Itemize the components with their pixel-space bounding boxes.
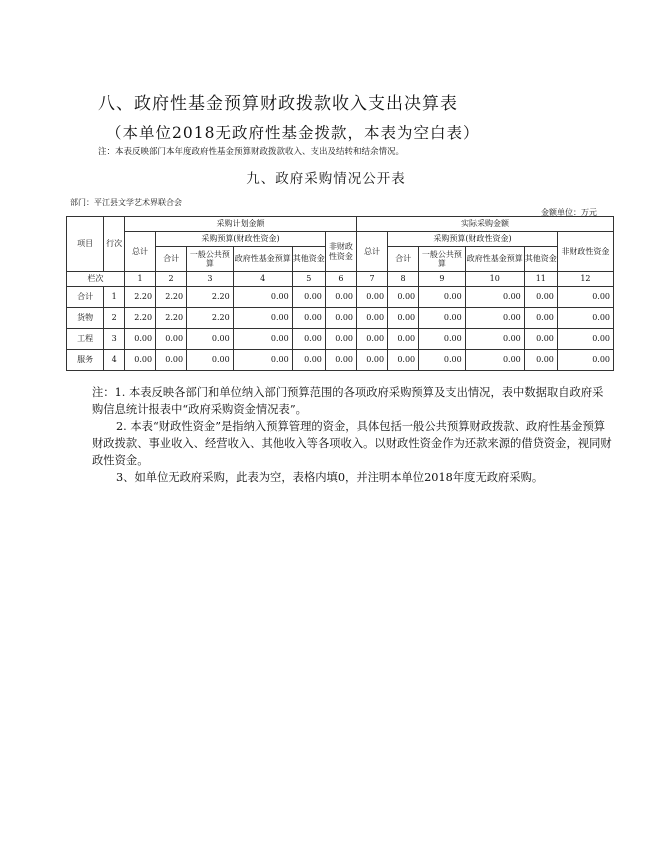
cell: 0.00 xyxy=(233,287,292,308)
cell: 0.00 xyxy=(388,350,419,371)
cell: 0.00 xyxy=(233,308,292,329)
row-name: 货物 xyxy=(67,308,104,329)
cell: 0.00 xyxy=(357,329,388,350)
header-planned-fund: 政府性基金预算 xyxy=(233,247,292,272)
column-number: 5 xyxy=(292,272,325,287)
row-name: 工程 xyxy=(67,329,104,350)
cell: 0.00 xyxy=(156,350,187,371)
cell: 0.00 xyxy=(187,329,234,350)
cell: 0.00 xyxy=(187,350,234,371)
column-number-row xyxy=(67,272,614,287)
cell: 2.20 xyxy=(156,287,187,308)
note-1: 注：1. 本表反映各部门和单位纳入部门预算范围的各项政府采购预算及支出情况，表中数据取自政府采购信息统计报表中“政府采购资金情况表”。 xyxy=(92,386,604,416)
header-actual-total: 总计 xyxy=(357,232,388,272)
cell: 0.00 xyxy=(557,329,613,350)
cell: 0.00 xyxy=(388,308,419,329)
cell: 2.20 xyxy=(156,308,187,329)
cell: 0.00 xyxy=(465,308,524,329)
cell: 0.00 xyxy=(419,350,466,371)
column-number: 6 xyxy=(325,272,356,287)
cell: 0.00 xyxy=(388,329,419,350)
cell: 0.00 xyxy=(357,287,388,308)
table-row xyxy=(67,287,614,308)
cell: 0.00 xyxy=(419,308,466,329)
header-planned-total: 总计 xyxy=(124,232,155,272)
cell: 0.00 xyxy=(465,329,524,350)
cell: 0.00 xyxy=(524,308,557,329)
column-number-label: 栏次 xyxy=(67,272,125,287)
row-line: 3 xyxy=(104,329,125,350)
row-name: 服务 xyxy=(67,350,104,371)
row-name: 合计 xyxy=(67,287,104,308)
cell: 0.00 xyxy=(557,287,613,308)
row-line: 4 xyxy=(104,350,125,371)
cell: 0.00 xyxy=(124,350,155,371)
column-number: 1 xyxy=(124,272,155,287)
header-actual-general: 一般公共预算 xyxy=(419,247,466,272)
cell: 0.00 xyxy=(357,308,388,329)
cell: 2.20 xyxy=(187,308,234,329)
cell: 0.00 xyxy=(419,329,466,350)
table-row xyxy=(67,350,614,371)
amount-unit-label: 金额单位：万元 xyxy=(541,208,597,217)
header-item: 项目 xyxy=(67,217,104,272)
fund-table-note: 注：本表反映部门本年度政府性基金预算财政拨款收入、支出及结转和结余情况。 xyxy=(98,147,405,157)
header-planned-non-fiscal: 非财政性资金 xyxy=(325,232,356,272)
cell: 0.00 xyxy=(524,329,557,350)
column-number: 4 xyxy=(233,272,292,287)
note-2: 2. 本表“财政性资金”是指纳入预算管理的资金，具体包括一般公共预算财政拨款、政府性基金预算财政拨款、事业收入、经营收入、其他收入等各项收入。以财政性资金作为还款来源的借贷资金，视同财政性资金。 xyxy=(92,420,612,467)
cell: 0.00 xyxy=(156,329,187,350)
cell: 0.00 xyxy=(465,350,524,371)
header-actual-budget: 采购预算(财政性资金) xyxy=(388,232,558,247)
column-number: 10 xyxy=(465,272,524,287)
header-row-no: 行次 xyxy=(104,217,125,272)
cell: 0.00 xyxy=(292,287,325,308)
cell: 0.00 xyxy=(292,329,325,350)
cell: 0.00 xyxy=(325,329,356,350)
cell: 2.20 xyxy=(124,287,155,308)
cell: 0.00 xyxy=(388,287,419,308)
column-number: 11 xyxy=(524,272,557,287)
header-actual-other: 其他资金 xyxy=(524,247,557,272)
header-planned: 采购计划金额 xyxy=(124,217,356,232)
column-number: 3 xyxy=(187,272,234,287)
cell: 0.00 xyxy=(524,287,557,308)
procurement-table xyxy=(66,216,614,371)
header-planned-subtotal: 合计 xyxy=(156,247,187,272)
cell: 2.20 xyxy=(187,287,234,308)
header-actual-non-fiscal: 非财政性资金 xyxy=(557,232,613,272)
cell: 0.00 xyxy=(325,308,356,329)
fund-table-title: 八、政府性基金预算财政拨款收入支出决算表 xyxy=(98,94,458,114)
row-line: 1 xyxy=(104,287,125,308)
procurement-notes xyxy=(92,384,612,486)
column-number: 2 xyxy=(156,272,187,287)
table-row xyxy=(67,308,614,329)
header-planned-general: 一般公共预算 xyxy=(187,247,234,272)
cell: 0.00 xyxy=(292,308,325,329)
cell: 0.00 xyxy=(557,350,613,371)
note-3: 3、如单位无政府采购，此表为空，表格内填0，并注明本单位2018年度无政府采购。 xyxy=(116,471,544,484)
cell: 0.00 xyxy=(419,287,466,308)
header-planned-other: 其他资金 xyxy=(292,247,325,272)
fund-table-subtitle: （本单位2018无政府性基金拨款，本表为空白表） xyxy=(106,124,480,142)
header-actual-fund: 政府性基金预算 xyxy=(465,247,524,272)
row-line: 2 xyxy=(104,308,125,329)
cell: 0.00 xyxy=(233,350,292,371)
cell: 0.00 xyxy=(124,329,155,350)
column-number: 12 xyxy=(557,272,613,287)
cell: 0.00 xyxy=(557,308,613,329)
column-number: 9 xyxy=(419,272,466,287)
cell: 0.00 xyxy=(524,350,557,371)
cell: 0.00 xyxy=(292,350,325,371)
cell: 0.00 xyxy=(357,350,388,371)
department-label: 部门：平江县文学艺术界联合会 xyxy=(70,198,182,207)
cell: 0.00 xyxy=(233,329,292,350)
column-number: 7 xyxy=(357,272,388,287)
cell: 2.20 xyxy=(124,308,155,329)
header-actual-subtotal: 合计 xyxy=(388,247,419,272)
cell: 0.00 xyxy=(325,350,356,371)
cell: 0.00 xyxy=(465,287,524,308)
header-actual: 实际采购金额 xyxy=(357,217,614,232)
column-number: 8 xyxy=(388,272,419,287)
procurement-table-title: 九、政府采购情况公开表 xyxy=(246,171,406,187)
header-planned-budget: 采购预算(财政性资金) xyxy=(156,232,326,247)
cell: 0.00 xyxy=(325,287,356,308)
table-row xyxy=(67,329,614,350)
